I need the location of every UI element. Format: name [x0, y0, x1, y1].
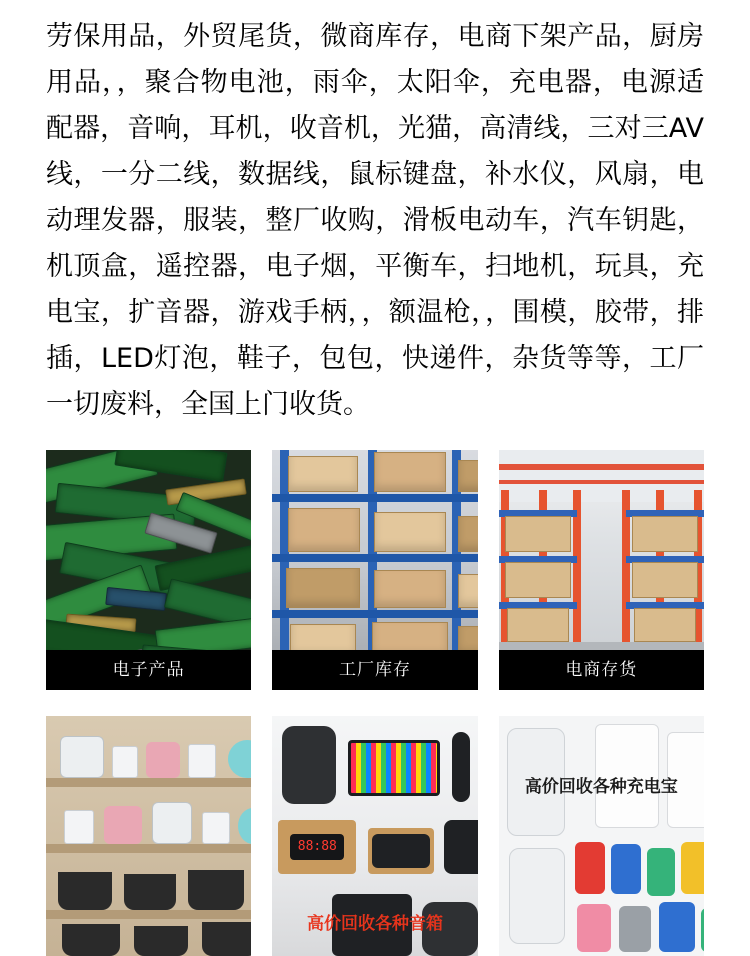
product-description-text: 劳保用品，外贸尾货，微商库存，电商下架产品，厨房用品，，聚合物电池，雨伞，太阳伞，充电器，电源适配器，音响，耳机，收音机，光猫，高清线，三对三AV线，一分二线，数据线，鼠标键盘，补水仪，风扇，电动理发器，服装，整厂收购，滑板电动车，汽车钥匙，机顶盒，遥控器，电子烟，平衡车，扫地机，玩具，充电宝，扩音器，游戏手柄，，额温枪，，围模，胶带，排插，LED灯泡，鞋子，包包，快递件，杂货等等，工厂一切废料，全国上门收货。	[46, 21, 704, 420]
gallery-item-electronics[interactable]	[46, 450, 251, 690]
power-banks-image	[499, 716, 704, 956]
gallery-caption-overlay: 高价回收各种音箱	[306, 914, 443, 934]
product-image-gallery	[0, 450, 750, 956]
gallery-item-factory-stock[interactable]	[272, 450, 477, 690]
gallery-item-speakers[interactable]	[272, 716, 477, 956]
gallery-item-ecommerce-stock[interactable]	[499, 450, 704, 690]
gallery-caption: 工厂库存	[272, 650, 477, 690]
gallery-caption-overlay: 高价回收各种充电宝	[524, 777, 678, 797]
speakers-image: 88:88	[272, 716, 477, 956]
kitchen-shelves-image	[46, 716, 251, 956]
gallery-item-kitchen-goods[interactable]	[46, 716, 251, 956]
gallery-item-power-banks[interactable]	[499, 716, 704, 956]
gallery-caption: 电子产品	[46, 650, 251, 690]
gallery-caption: 电商存货	[499, 650, 704, 690]
